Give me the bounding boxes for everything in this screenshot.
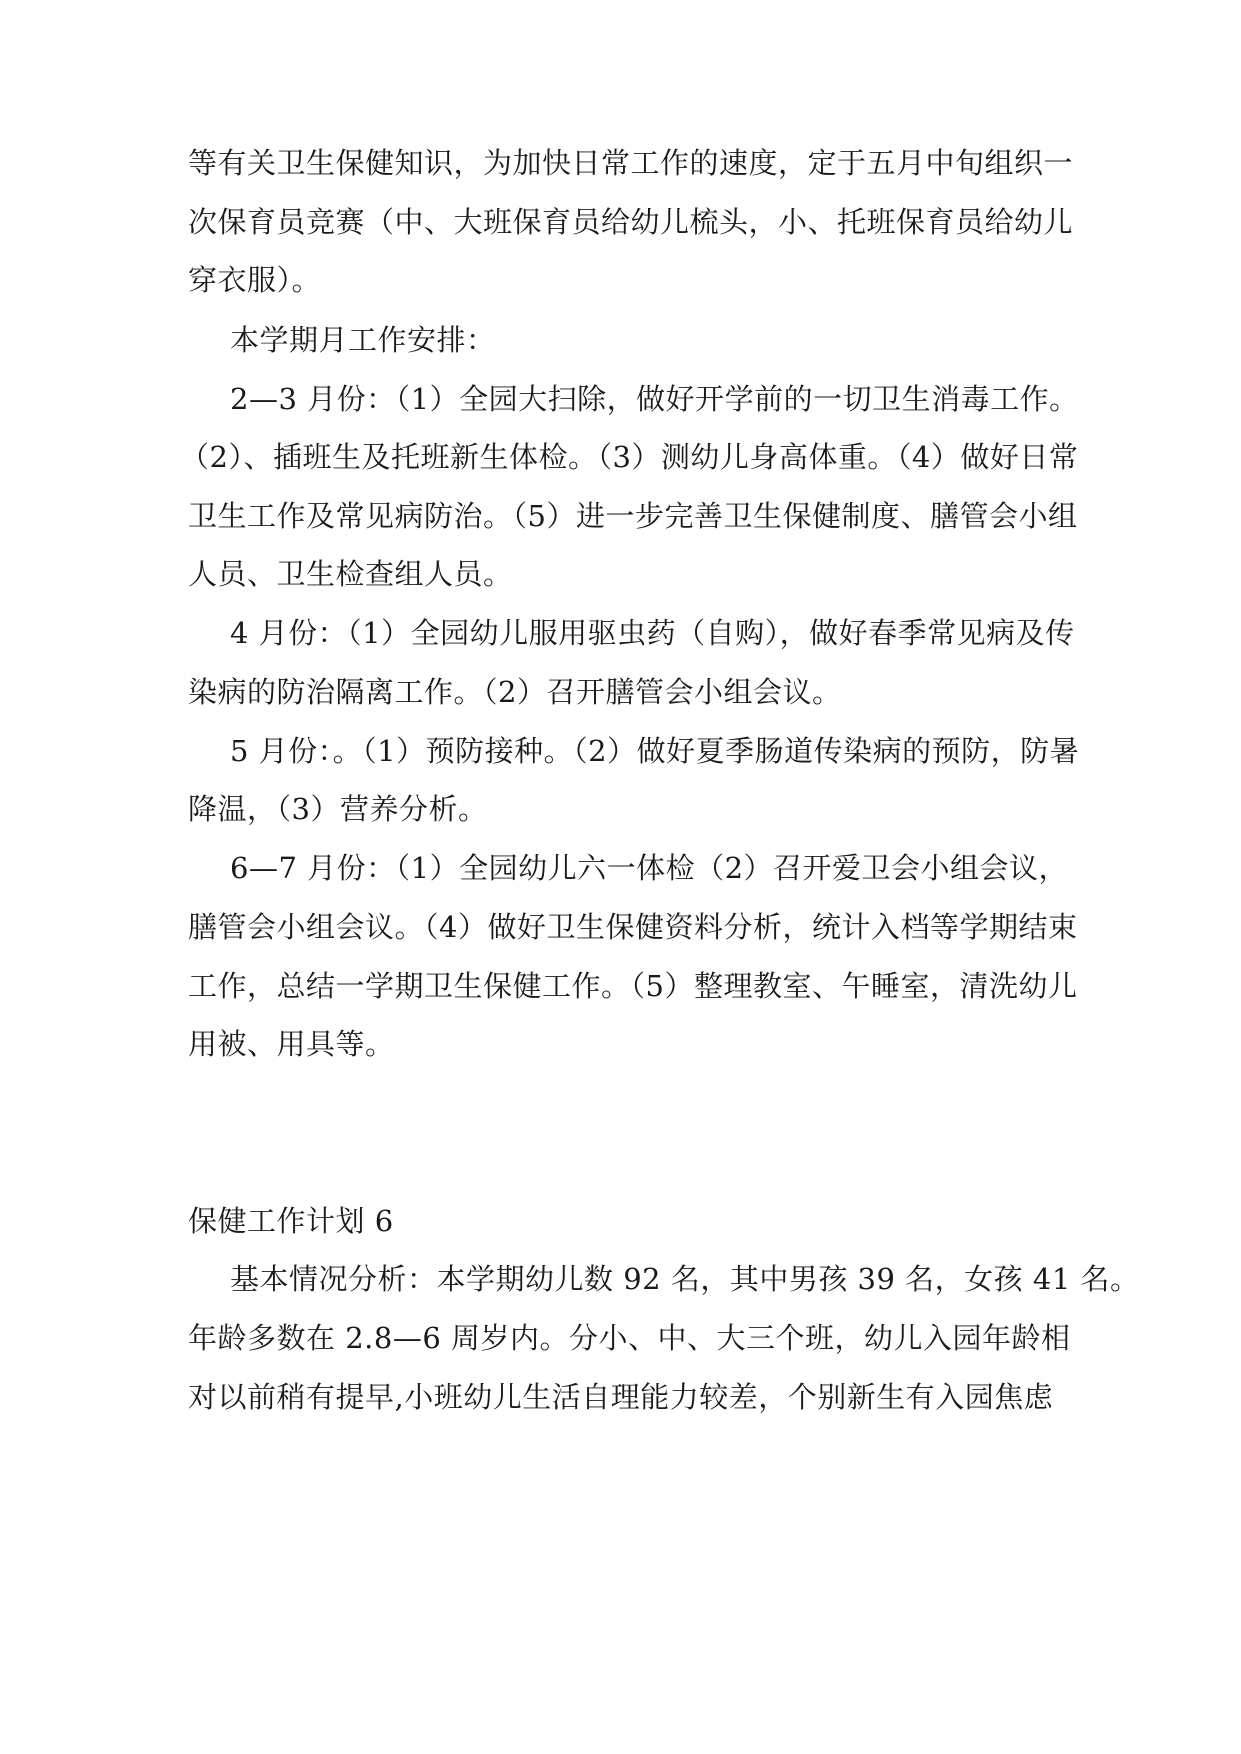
text-line: 穿衣服）。 <box>188 263 322 297</box>
text-line: 对以前稍有提早,小班幼儿生活自理能力较差，个别新生有入园焦虑 <box>188 1380 1054 1414</box>
text-line: 年龄多数在 2.8—6 周岁内。分小、中、大三个班，幼儿入园年龄相 <box>188 1321 1071 1355</box>
text-line: 本学期月工作安排： <box>230 323 496 357</box>
text-line: 膳管会小组会议。（4）做好卫生保健资料分析，统计入档等学期结束 <box>188 910 1078 944</box>
text-line: 等有关卫生保健知识，为加快日常工作的速度，定于五月中旬组织一 <box>188 146 1074 180</box>
text-line: 用被、用具等。 <box>188 1027 395 1061</box>
text-line: 降温，（3）营养分析。 <box>188 792 488 826</box>
text-line: 2—3 月份：（1）全园大扫除，做好开学前的一切卫生消毒工作。 <box>230 382 1079 416</box>
text-line: 基本情况分析：本学期幼儿数 92 名，其中男孩 39 名，女孩 41 名。 <box>230 1262 1140 1296</box>
text-line: 6—7 月份：（1）全园幼儿六一体检（2）召开爱卫会小组会议， <box>230 851 1069 885</box>
text-line: 人员、卫生检查组人员。 <box>188 557 513 591</box>
text-line: 工作，总结一学期卫生保健工作。（5）整理教室、午睡室，清洗幼儿 <box>188 969 1078 1003</box>
text-line: 次保育员竞赛（中、大班保育员给幼儿梳头，小、托班保育员给幼儿 <box>188 205 1074 239</box>
text-line: 4 月份：（1）全园幼儿服用驱虫药（自购），做好春季常见病及传 <box>230 616 1075 650</box>
section-heading: 保健工作计划 6 <box>188 1204 394 1238</box>
text-line: 染病的防治隔离工作。（2）召开膳管会小组会议。 <box>188 675 842 709</box>
text-line: 卫生工作及常见病防治。（5）进一步完善卫生保健制度、膳管会小组 <box>188 499 1078 533</box>
text-line: 5 月份：。（1）预防接种。（2）做好夏季肠道传染病的预防，防暑 <box>230 734 1080 768</box>
text-line: （2）、插班生及托班新生体检。（3）测幼儿身高体重。（4）做好日常 <box>180 440 1079 474</box>
